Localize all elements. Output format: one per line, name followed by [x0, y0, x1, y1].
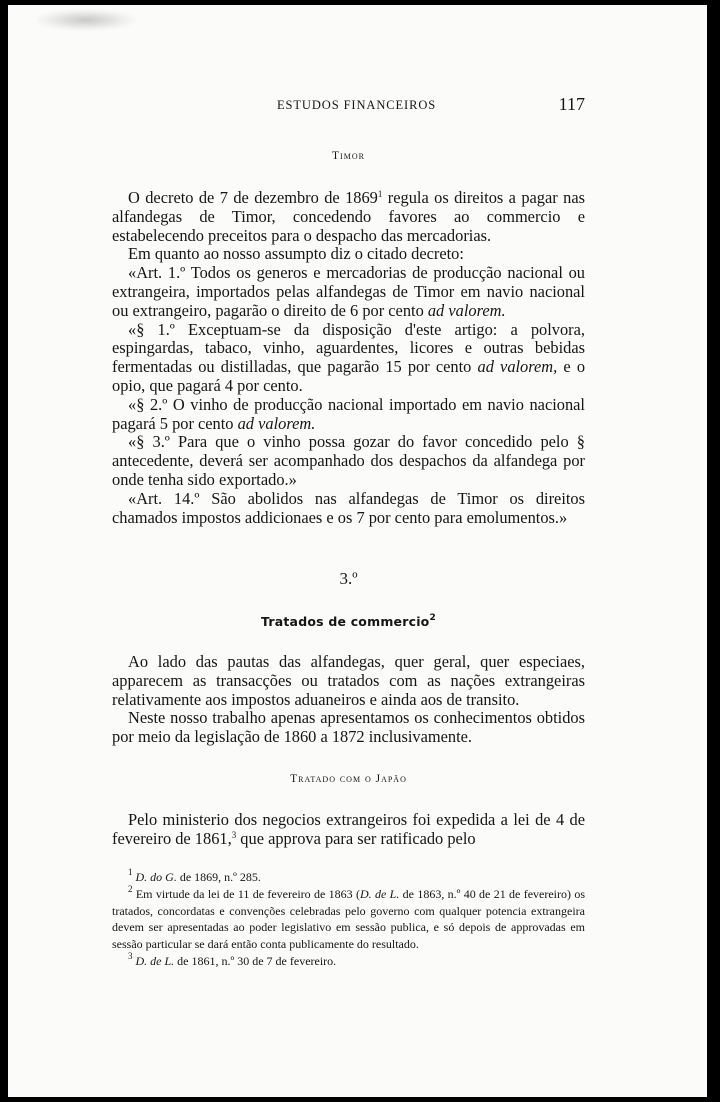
text-run: que approva para ser ratificado pelo	[236, 828, 476, 848]
footnote-ref: 3	[231, 829, 237, 840]
italic-text: D. do G.	[135, 870, 177, 884]
japao-text	[112, 811, 585, 849]
paragraph: «Art. 14.º São abolidos nas alfandegas de Timor os direitos chamados impostos addicionaes e os 7 por cento para emolumentos.»	[112, 488, 585, 527]
italic-text: ad valorem.	[237, 413, 316, 433]
timor-text	[112, 189, 585, 527]
tratados-text	[112, 653, 585, 747]
footnote-mark: 3	[128, 950, 133, 961]
footnotes	[112, 869, 585, 970]
footnote-mark: 1	[128, 867, 133, 877]
footnote	[112, 950, 585, 970]
text-run: Em virtude da lei de 11 de fevereiro de 1863 (	[135, 886, 360, 901]
section-heading-japao: Tratado com o Japão	[290, 773, 407, 785]
paragraph	[112, 396, 585, 434]
section-title	[112, 614, 585, 629]
italic-text: D. de L.	[135, 953, 175, 968]
paragraph: Em quanto ao nosso assumpto diz o citado decreto:	[128, 244, 464, 264]
paragraph: «§ 3.º Para que o vinho possa gozar do favor concedido pelo § antecedente, deverá ser acompanhado dos despachos da alfandega por onde tenha sido exportado.»	[112, 432, 585, 489]
footnote-ref: 1	[377, 189, 383, 199]
text-run: regula os direitos a pagar nas alfandegas de Timor, concedendo favores ao commercio e estabelecendo preceitos para o despacho das mercadorias.	[112, 188, 585, 245]
text-run: «§ 1.º Exceptuam-se da disposição d'este artigo: a polvora, espingardas, tabaco, vinho, aguardentes, licores e outras bebidas fermentadas ou distilladas, que pagarão 15 por cento	[112, 319, 585, 377]
text-run: «Art. 1.º Todos os generos e mercadorias de producção nacional ou extrangeira, importados pelas alfandegas de Timor em navio nacional ou extrangeiro, pagarão o direito de 6 por cento	[112, 263, 585, 320]
page-number: 117	[558, 94, 585, 114]
running-head: ESTUDOS FINANCEIROS	[277, 98, 437, 112]
text-run: de 1869, n.º 285.	[176, 870, 261, 884]
italic-text: ad valorem.	[427, 300, 506, 320]
text-run: «§ 2.º O vinho de producção nacional importado em navio nacional pagará 5 por cento	[112, 394, 585, 433]
footnote-ref: 2	[429, 613, 436, 623]
page-header	[112, 94, 585, 118]
footnote	[112, 883, 586, 953]
paragraph: Neste nosso trabalho apenas apresentamos os conhecimentos obtidos por meio da legislação de 1860 a 1872 inclusivamente.	[112, 708, 585, 747]
text-run: O decreto de 7 de dezembro de 1869	[128, 188, 378, 207]
italic-text: D. de L.	[360, 886, 400, 901]
paragraph	[112, 321, 585, 396]
book-page	[8, 5, 707, 1097]
scan-smudge	[36, 9, 136, 31]
section-title-text: Tratados de commercio	[261, 614, 430, 629]
section-number: 3.º	[339, 569, 358, 588]
paragraph	[112, 264, 585, 320]
footnote-mark: 2	[128, 883, 133, 894]
text-run: Pelo ministerio dos negocios extrangeiros foi expedida a lei de 4 de fevereiro de 1861,	[112, 810, 585, 848]
text-run: de 1863, n.º 40 de 21 de fevereiro) os tratados, concordatas e convenções celebradas pelo governo com qualquer potencia extrangeira devem ser apresentadas ao poder legislativo em sessão publica, e só depois de approvadas em sessão particular se dará então conta publicamente do resultado.	[112, 886, 586, 952]
paragraph	[112, 189, 585, 245]
paragraph	[112, 811, 585, 849]
section-heading-timor: Timor	[332, 150, 365, 162]
footnote	[112, 869, 585, 886]
text-run: e o opio, que pagará 4 por cento.	[112, 357, 586, 395]
text-run: de 1861, n.º 30 de 7 de fevereiro.	[174, 953, 337, 968]
paragraph: Ao lado das pautas das alfandegas, quer geral, quer especiaes, apparecem as transacções ou tratados com as nações extrangeiras relativamente aos impostos aduaneiros e ainda aos de transito.	[112, 652, 585, 709]
italic-text: ad valorem,	[477, 357, 558, 377]
